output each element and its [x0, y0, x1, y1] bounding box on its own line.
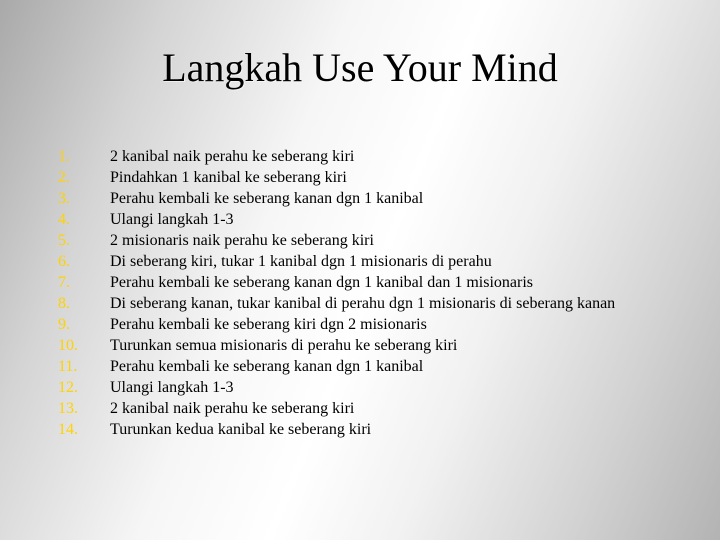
step-text: Ulangi langkah 1-3	[110, 379, 234, 396]
step-item	[58, 293, 658, 314]
slide-title: Langkah Use Your Mind	[162, 45, 558, 90]
step-text: 2 kanibal naik perahu ke seberang kiri	[110, 148, 355, 165]
step-item	[58, 398, 658, 419]
step-text: Turunkan semua misionaris di perahu ke seberang kiri	[110, 337, 458, 354]
step-text: Ulangi langkah 1-3	[110, 211, 234, 228]
step-text: 2 kanibal naik perahu ke seberang kiri	[110, 400, 355, 417]
step-item	[58, 335, 658, 356]
step-number: 3.	[58, 190, 70, 207]
step-text: Pindahkan 1 kanibal ke seberang kiri	[110, 169, 347, 186]
step-item	[58, 419, 658, 440]
steps-list	[58, 146, 658, 440]
step-number: 11.	[58, 358, 78, 375]
step-number: 10.	[58, 337, 78, 354]
step-number: 2.	[58, 169, 70, 186]
step-number: 7.	[58, 274, 70, 291]
step-text: Di seberang kiri, tukar 1 kanibal dgn 1 misionaris di perahu	[110, 253, 492, 270]
step-text: Perahu kembali ke seberang kanan dgn 1 kanibal	[110, 190, 424, 207]
step-number: 9.	[58, 316, 70, 333]
step-item	[58, 188, 658, 209]
step-text: Perahu kembali ke seberang kiri dgn 2 misionaris	[110, 316, 427, 333]
step-text: 2 misionaris naik perahu ke seberang kiri	[110, 232, 374, 249]
step-number: 12.	[58, 379, 78, 396]
step-item	[58, 272, 658, 293]
step-text: Di seberang kanan, tukar kanibal di perahu dgn 1 misionaris di seberang kanan	[110, 295, 616, 312]
step-item	[58, 230, 658, 251]
step-item	[58, 314, 658, 335]
step-item	[58, 377, 658, 398]
step-number: 13.	[58, 400, 78, 417]
step-item	[58, 251, 658, 272]
step-item	[58, 209, 658, 230]
step-item	[58, 167, 658, 188]
step-number: 6.	[58, 253, 70, 270]
step-number: 5.	[58, 232, 70, 249]
step-number: 1.	[58, 148, 70, 165]
step-text: Perahu kembali ke seberang kanan dgn 1 kanibal dan 1 misionaris	[110, 274, 533, 291]
step-number: 8.	[58, 295, 70, 312]
step-text: Turunkan kedua kanibal ke seberang kiri	[110, 421, 372, 438]
step-item	[58, 146, 658, 167]
step-number: 4.	[58, 211, 70, 228]
step-text: Perahu kembali ke seberang kanan dgn 1 kanibal	[110, 358, 424, 375]
step-number: 14.	[58, 421, 78, 438]
step-item	[58, 356, 658, 377]
